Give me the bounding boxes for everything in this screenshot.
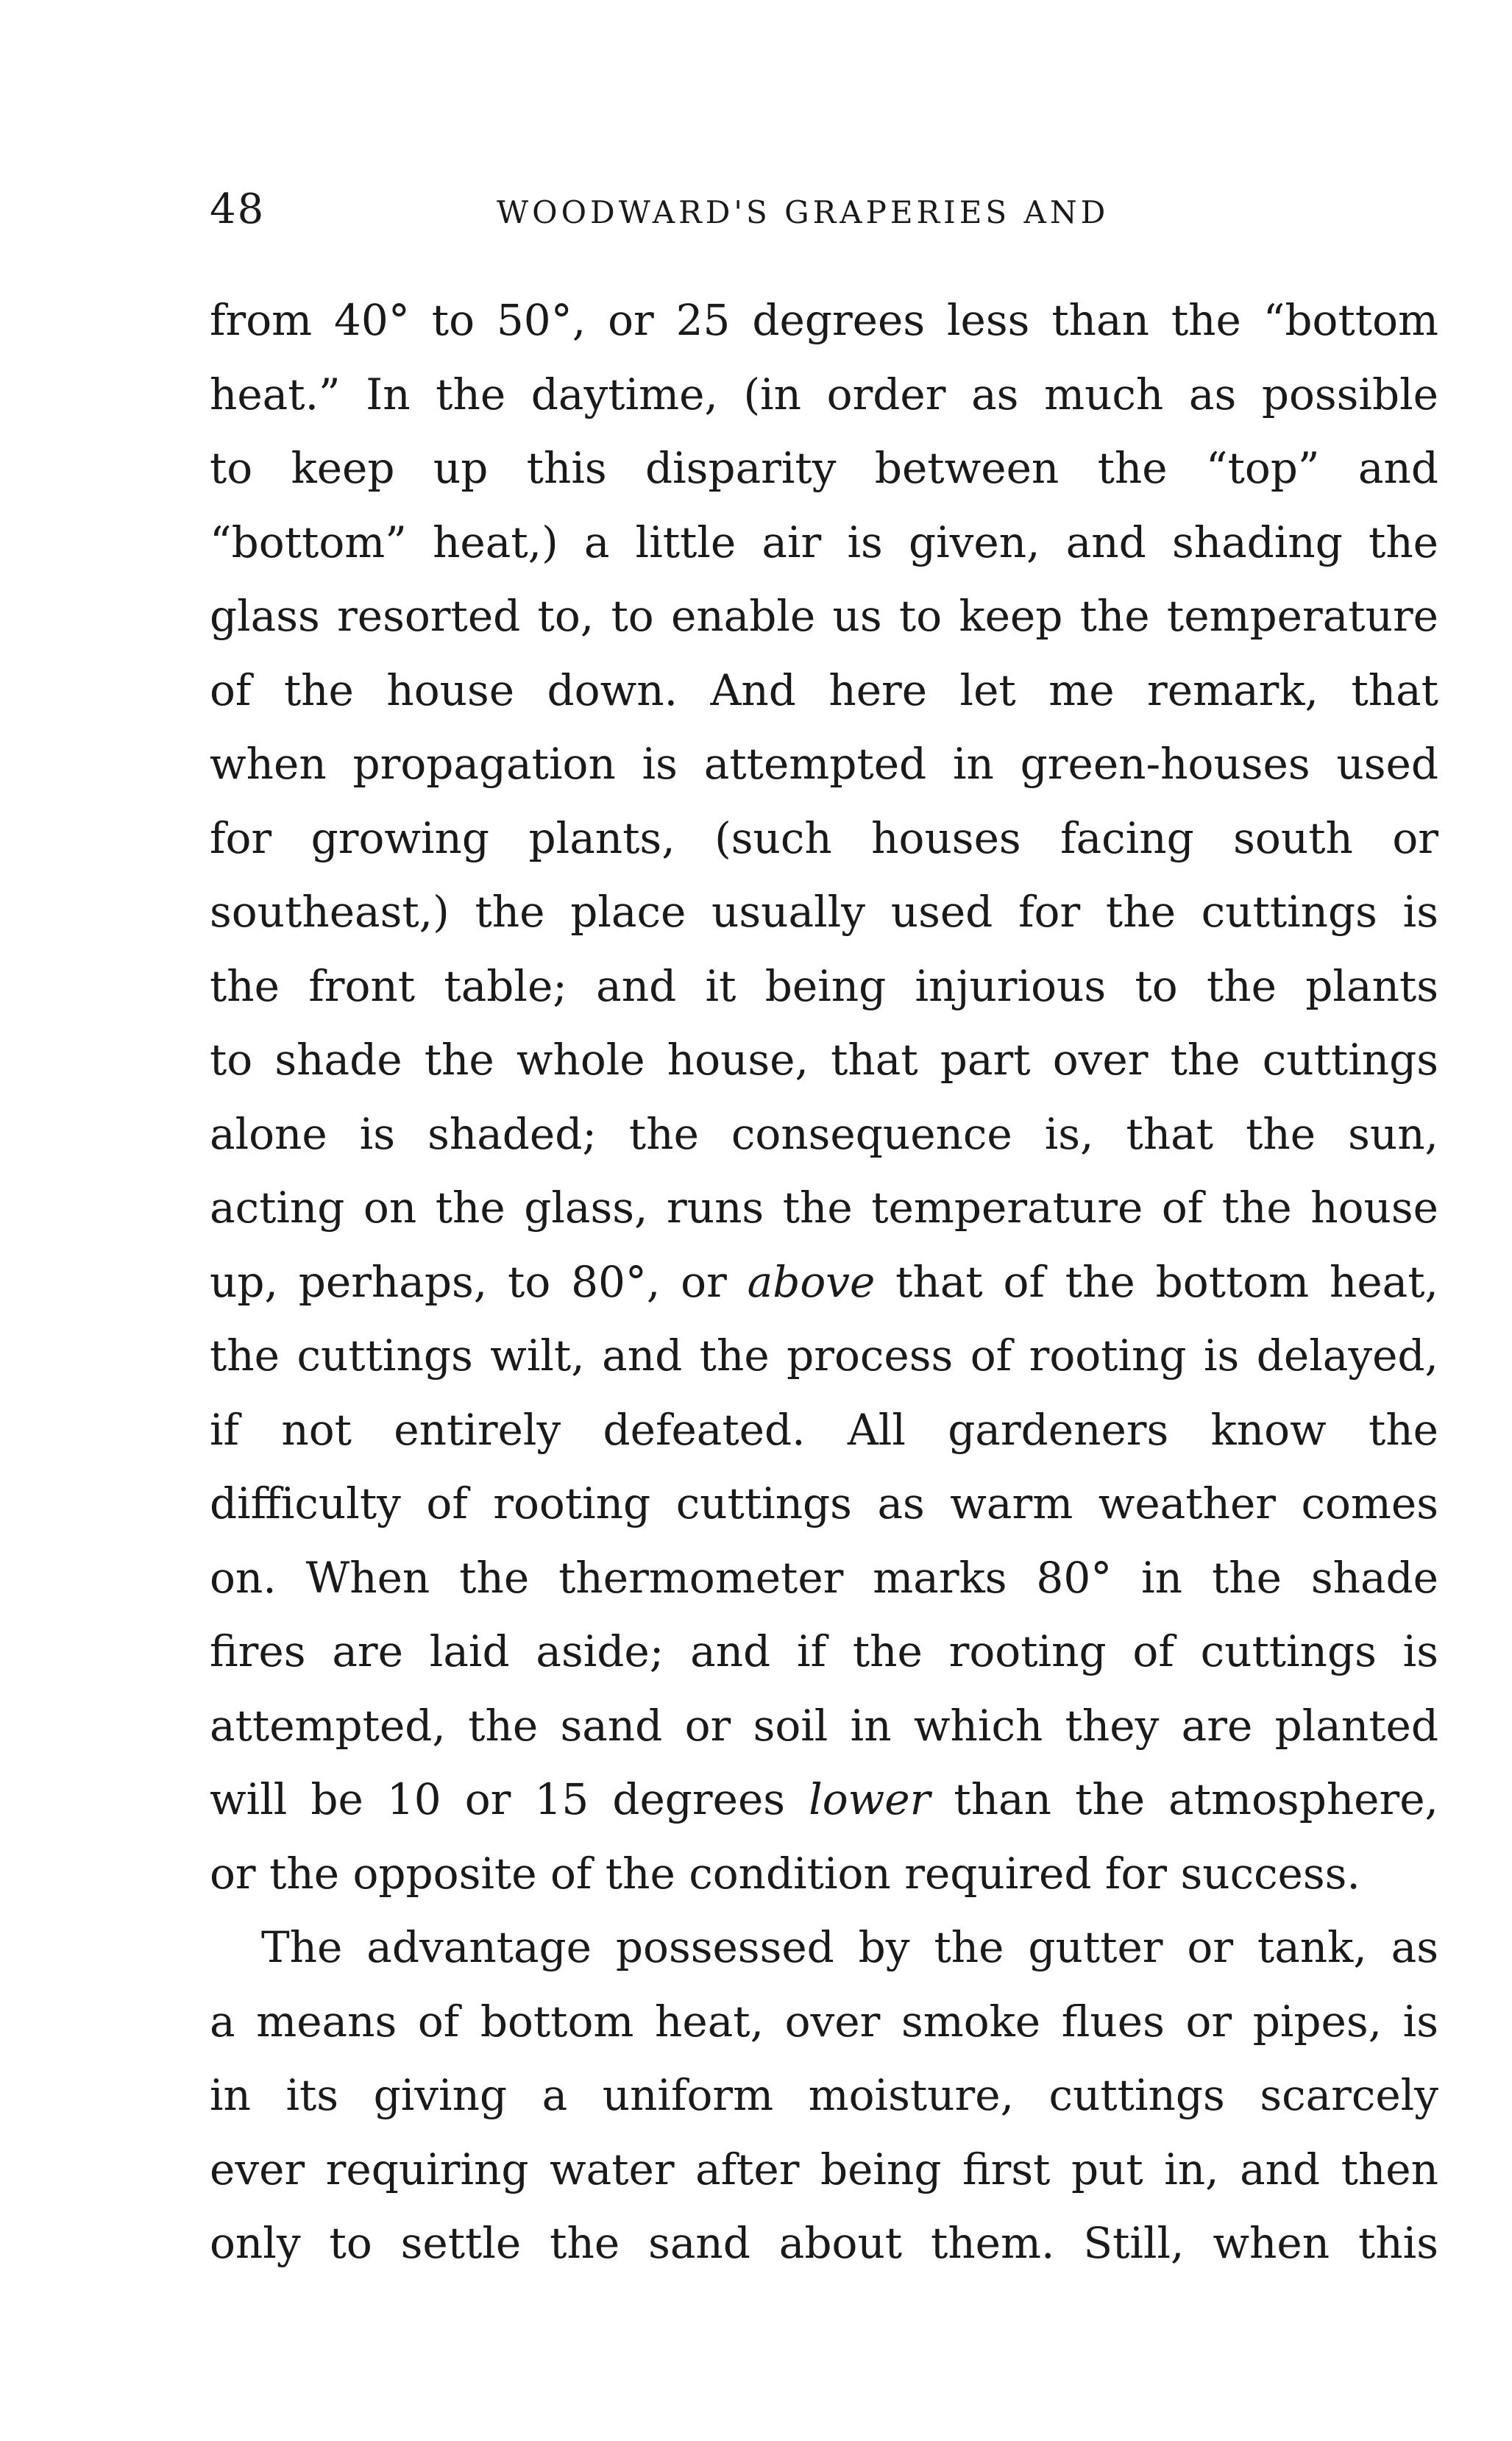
text-line — [210, 2058, 1438, 2133]
text-line — [210, 1245, 1438, 1319]
text-segment: that of the bottom heat, — [875, 1256, 1438, 1307]
text-segment: up, perhaps, to 80°, or — [210, 1256, 748, 1307]
text-line — [210, 1762, 1438, 1837]
text-segment: to keep up this disparity between the “top” and — [210, 443, 1438, 493]
text-line — [210, 283, 1438, 358]
text-segment: for growing plants, (such houses facing south or — [210, 812, 1438, 863]
text-line — [210, 949, 1438, 1024]
text-line — [210, 875, 1438, 949]
text-line — [210, 1023, 1438, 1097]
text-line — [210, 1985, 1438, 2059]
text-line — [210, 1467, 1438, 1541]
text-line — [210, 2206, 1438, 2281]
text-segment: acting on the glass, runs the temperature of the house — [210, 1183, 1438, 1233]
text-line — [210, 1097, 1438, 1172]
italic-text: above — [747, 1256, 876, 1307]
text-segment: or the opposite of the condition required for success. — [210, 1848, 1360, 1899]
text-line — [210, 1541, 1438, 1615]
text-line — [210, 358, 1438, 432]
text-segment: fires are laid aside; and if the rooting of cuttings is — [210, 1626, 1438, 1676]
text-segment: in its giving a uniform moisture, cuttings scarcely — [210, 2070, 1438, 2120]
text-segment: glass resorted to, to enable us to keep the temperature — [210, 591, 1438, 641]
body-text — [210, 283, 1438, 2281]
text-segment: attempted, the sand or soil in which they are planted — [210, 1700, 1438, 1751]
text-segment: when propagation is attempted in green-houses used — [210, 739, 1438, 789]
text-line — [210, 431, 1438, 506]
italic-text: lower — [809, 1774, 931, 1824]
text-segment: only to settle the sand about them. Still, when this — [210, 2218, 1438, 2268]
text-segment: will be 10 or 15 degrees — [210, 1774, 809, 1824]
text-segment: “bottom” heat,) a little air is given, and shading the — [210, 517, 1438, 567]
text-line — [210, 1689, 1438, 1763]
text-line — [210, 1837, 1438, 1911]
text-segment: difficulty of rooting cuttings as warm weather comes — [210, 1478, 1438, 1528]
text-segment: if not entirely defeated. All gardeners know the — [210, 1404, 1438, 1455]
text-segment: The advantage possessed by the gutter or tank, as — [261, 1922, 1438, 1972]
text-segment: a means of bottom heat, over smoke flues or pipes, is — [210, 1996, 1438, 2047]
text-line — [210, 1171, 1438, 1245]
text-line — [210, 579, 1438, 653]
text-segment: than the atmosphere, — [930, 1774, 1438, 1824]
page-header — [210, 184, 1446, 235]
text-segment: from 40° to 50°, or 25 degrees less than the “bottom — [210, 295, 1438, 345]
text-segment: heat.” In the daytime, (in order as much as possible — [210, 369, 1438, 419]
text-segment: of the house down. And here let me remark, that — [210, 665, 1438, 715]
text-line — [210, 1393, 1438, 1467]
text-segment: on. When the thermometer marks 80° in the shade — [210, 1552, 1438, 1603]
text-line — [210, 1910, 1438, 1985]
text-segment: southeast,) the place usually used for the cuttings is — [210, 887, 1438, 937]
text-line — [210, 727, 1438, 801]
text-line — [210, 801, 1438, 876]
text-segment: ever requiring water after being first put in, and then — [210, 2144, 1438, 2194]
page-number: 48 — [210, 185, 266, 233]
text-line — [210, 653, 1438, 728]
running-head: WOODWARD'S GRAPERIES AND — [497, 194, 1110, 230]
text-segment: alone is shaded; the consequence is, that the sun, — [210, 1108, 1438, 1159]
text-segment: the cuttings wilt, and the process of rooting is delayed, — [210, 1331, 1438, 1381]
text-line — [210, 1615, 1438, 1689]
text-line — [210, 1319, 1438, 1393]
text-line — [210, 2133, 1438, 2207]
text-segment: the front table; and it being injurious to the plants — [210, 960, 1438, 1011]
text-line — [210, 506, 1438, 580]
text-segment: to shade the whole house, that part over the cuttings — [210, 1035, 1438, 1085]
